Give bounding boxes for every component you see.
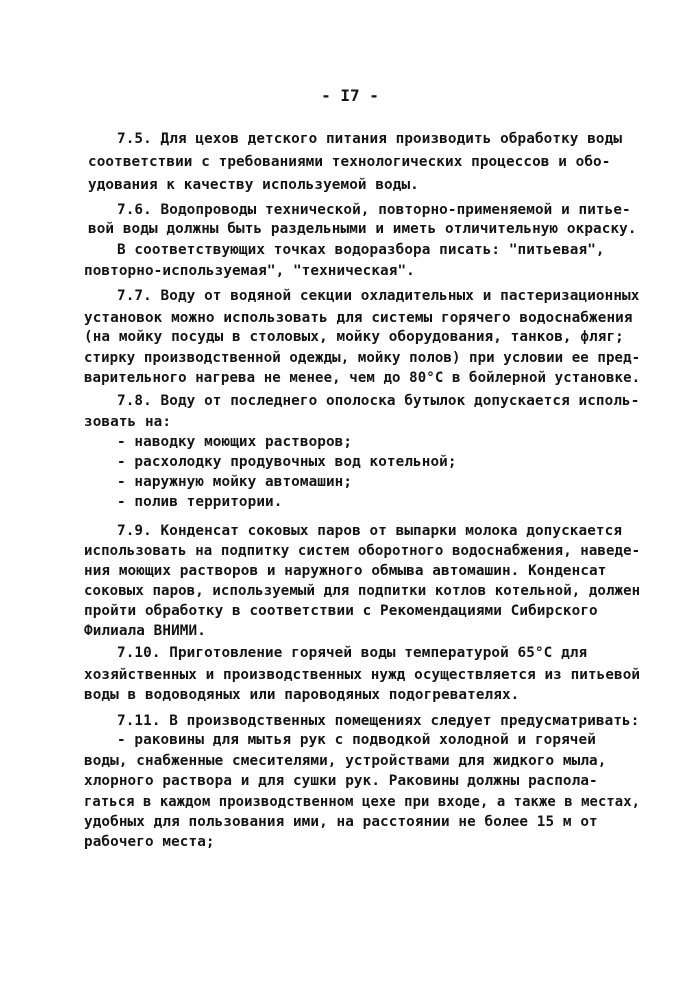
list-item: - раковины для мытья рук с подводкой холодной и горячей (117, 732, 596, 748)
text-line: пройти обработку в соответствии с Рекомендациями Сибирского (84, 603, 598, 619)
list-item: - полив территории. (117, 494, 283, 510)
text-line: 7.7. Воду от водяной секции охладительных и пастеризационных (117, 288, 640, 304)
list-item: - расхолодку продувочных вод котельной; (117, 454, 457, 470)
text-line: соответствии с требованиями технологических процессов и обо- (88, 154, 611, 170)
text-line: 7.8. Воду от последнего ополоска бутылок допускается исполь- (117, 393, 640, 409)
text-line: 7.5. Для цехов детского питания производить обработку воды (117, 131, 623, 147)
text-line: установок можно использовать для системы горячего водоснабжения (84, 310, 633, 326)
text-line: удобных для пользования ими, на расстоянии не более 15 м от (84, 814, 598, 830)
list-item: - наводку моющих растворов; (117, 434, 353, 450)
text-line: 7.10. Приготовление горячей воды температурой 65°С для (117, 645, 588, 661)
text-line: удования к качеству используемой воды. (88, 177, 419, 193)
page-number: - I7 - (321, 86, 379, 105)
text-line: использовать на подпитку систем оборотного водоснабжения, наведе- (84, 543, 641, 559)
text-line: воды, снабженные смесителями, устройствами для жидкого мыла, (84, 753, 607, 769)
text-line: хозяйственных и производственных нужд осуществляется из питьевой (84, 667, 641, 683)
text-line: зовать на: (84, 414, 172, 430)
text-line: соковых паров, используемый для подпитки котлов котельной, должен (84, 583, 641, 599)
text-line: 7.9. Конденсат соковых паров от выпарки молока допускается (117, 523, 623, 539)
text-line: Филиала ВНИМИ. (84, 623, 206, 639)
text-line: ния моющих растворов и наружного обмыва автомашин. Конденсат (84, 563, 607, 579)
text-line: вой воды должны быть раздельными и иметь отличительную окраску. (88, 221, 637, 237)
text-line: рабочего места; (84, 834, 215, 850)
text-line: варительного нагрева не менее, чем до 80°С в бойлерной установке. (84, 370, 641, 386)
text-line: хлорного раствора и для сушки рук. Раковины должны распола- (84, 773, 598, 789)
text-line: В соответствующих точках водоразбора писать: "питьевая", (117, 242, 605, 258)
text-line: гаться в каждом производственном цехе при входе, а также в местах, (84, 794, 641, 810)
text-line: воды в водоводяных или пароводяных подогревателях. (84, 687, 520, 703)
text-line: 7.11. В производственных помещениях следует предусматривать: (117, 713, 640, 729)
text-line: повторно-используемая", "техническая". (84, 263, 415, 279)
text-line: стирку производственной одежды, мойку полов) при условии ее пред- (84, 350, 641, 366)
text-line: (на мойку посуды в столовых, мойку оборудования, танков, фляг; (84, 329, 624, 345)
list-item: - наружную мойку автомашин; (117, 474, 353, 490)
text-line: 7.6. Водопроводы технической, повторно-применяемой и питье- (117, 202, 631, 218)
